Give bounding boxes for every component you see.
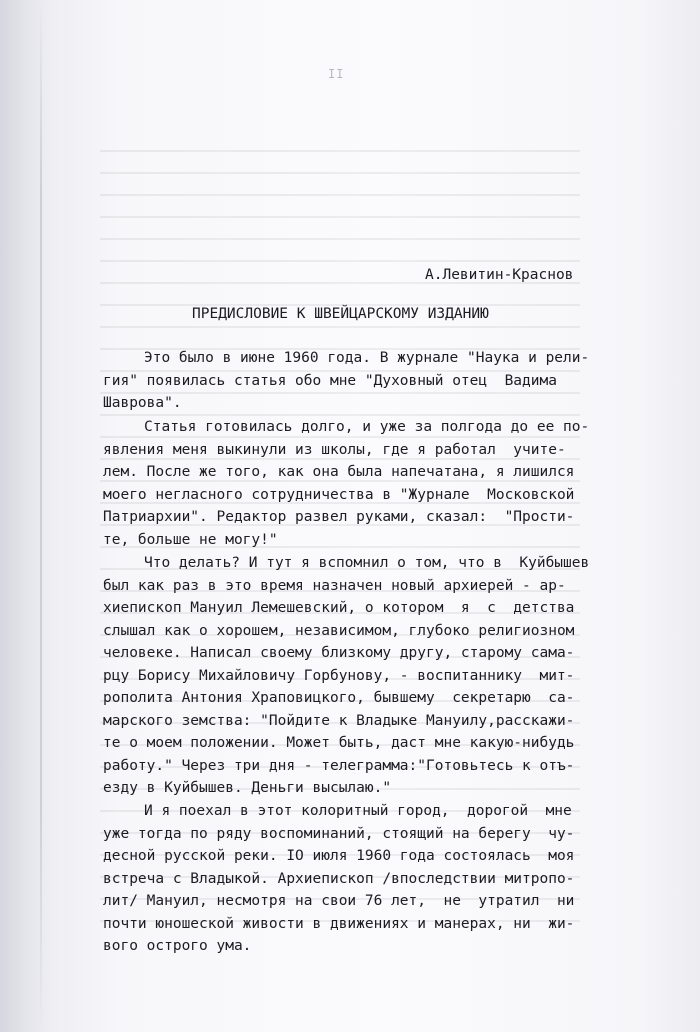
text-line: встреча с Владыкой. Архиепископ /впоследствии митропо-	[103, 871, 575, 887]
text-line: Статья готовилась долго, и уже за полгода до ее по-	[144, 419, 590, 435]
text-line: гия" появилась статья обо мне "Духовный отец Вадима	[103, 373, 557, 389]
text-line: Что делать? И тут я вспомнил о том, что в Куйбышев	[144, 555, 590, 571]
text-line: слышал как о хорошем, независимом, глубоко религиозном	[103, 623, 575, 639]
page-number: II	[328, 67, 345, 81]
text-line: И я поехал в этот колоритный город, дорогой мне	[144, 803, 572, 819]
text-line: уже тогда по ряду воспоминаний, стоящий на берегу чу-	[103, 826, 575, 842]
text-line: работу." Через три дня - телеграмма:"Готовьтесь к отъ-	[103, 758, 575, 774]
text-line: лем. После же того, как она была напечатана, я лишился	[103, 464, 575, 480]
text-line: хиепископ Мануил Лемешевский, о котором я с детства	[103, 600, 575, 616]
text-line: десной русской реки. IO июля 1960 года состоялась моя	[103, 848, 575, 864]
text-line: почти юношеской живости в движениях и манерах, ни жи-	[103, 916, 575, 932]
text-line: вого острого ума.	[103, 938, 252, 954]
text-line: езду в Куйбышев. Деньги высылаю."	[103, 780, 392, 796]
text-line: рополита Антония Храповицкого, бывшему секретарю са-	[103, 690, 575, 706]
text-line: был как раз в это время назначен новый архиерей - ар-	[103, 578, 566, 594]
text-line: лит/ Мануил, несмотря на свои 76 лет, не утратил ни	[103, 893, 575, 909]
text-line: рцу Борису Михайловичу Горбунову, - воспитаннику мит-	[103, 668, 575, 684]
text-line: те о моем положении. Может быть, даст мне какую-нибудь	[103, 735, 575, 751]
text-line: Это было в июне 1960 года. В журнале "Наука и рели-	[144, 350, 590, 366]
text-line: человеке. Написал своему близкому другу, старому сама-	[103, 645, 575, 661]
text-line: марского земства: "Пойдите к Владыке Мануилу,расскажи-	[103, 713, 575, 729]
author-name: А.Левитин-Краснов	[425, 267, 574, 283]
text-line: те, больше не могу!"	[103, 532, 278, 548]
text-line: Шаврова".	[103, 395, 182, 411]
text-line: моего негласного сотрудничества в "Журнале Московской	[103, 487, 575, 503]
section-heading: ПРЕДИСЛОВИЕ К ШВЕЙЦАРСКОМУ ИЗДАНИЮ	[192, 306, 489, 322]
text-line: явления меня выкинули из школы, где я работал учите-	[103, 442, 566, 458]
text-line: Патриархии". Редактор развел руками, сказал: "Прости-	[103, 509, 575, 525]
